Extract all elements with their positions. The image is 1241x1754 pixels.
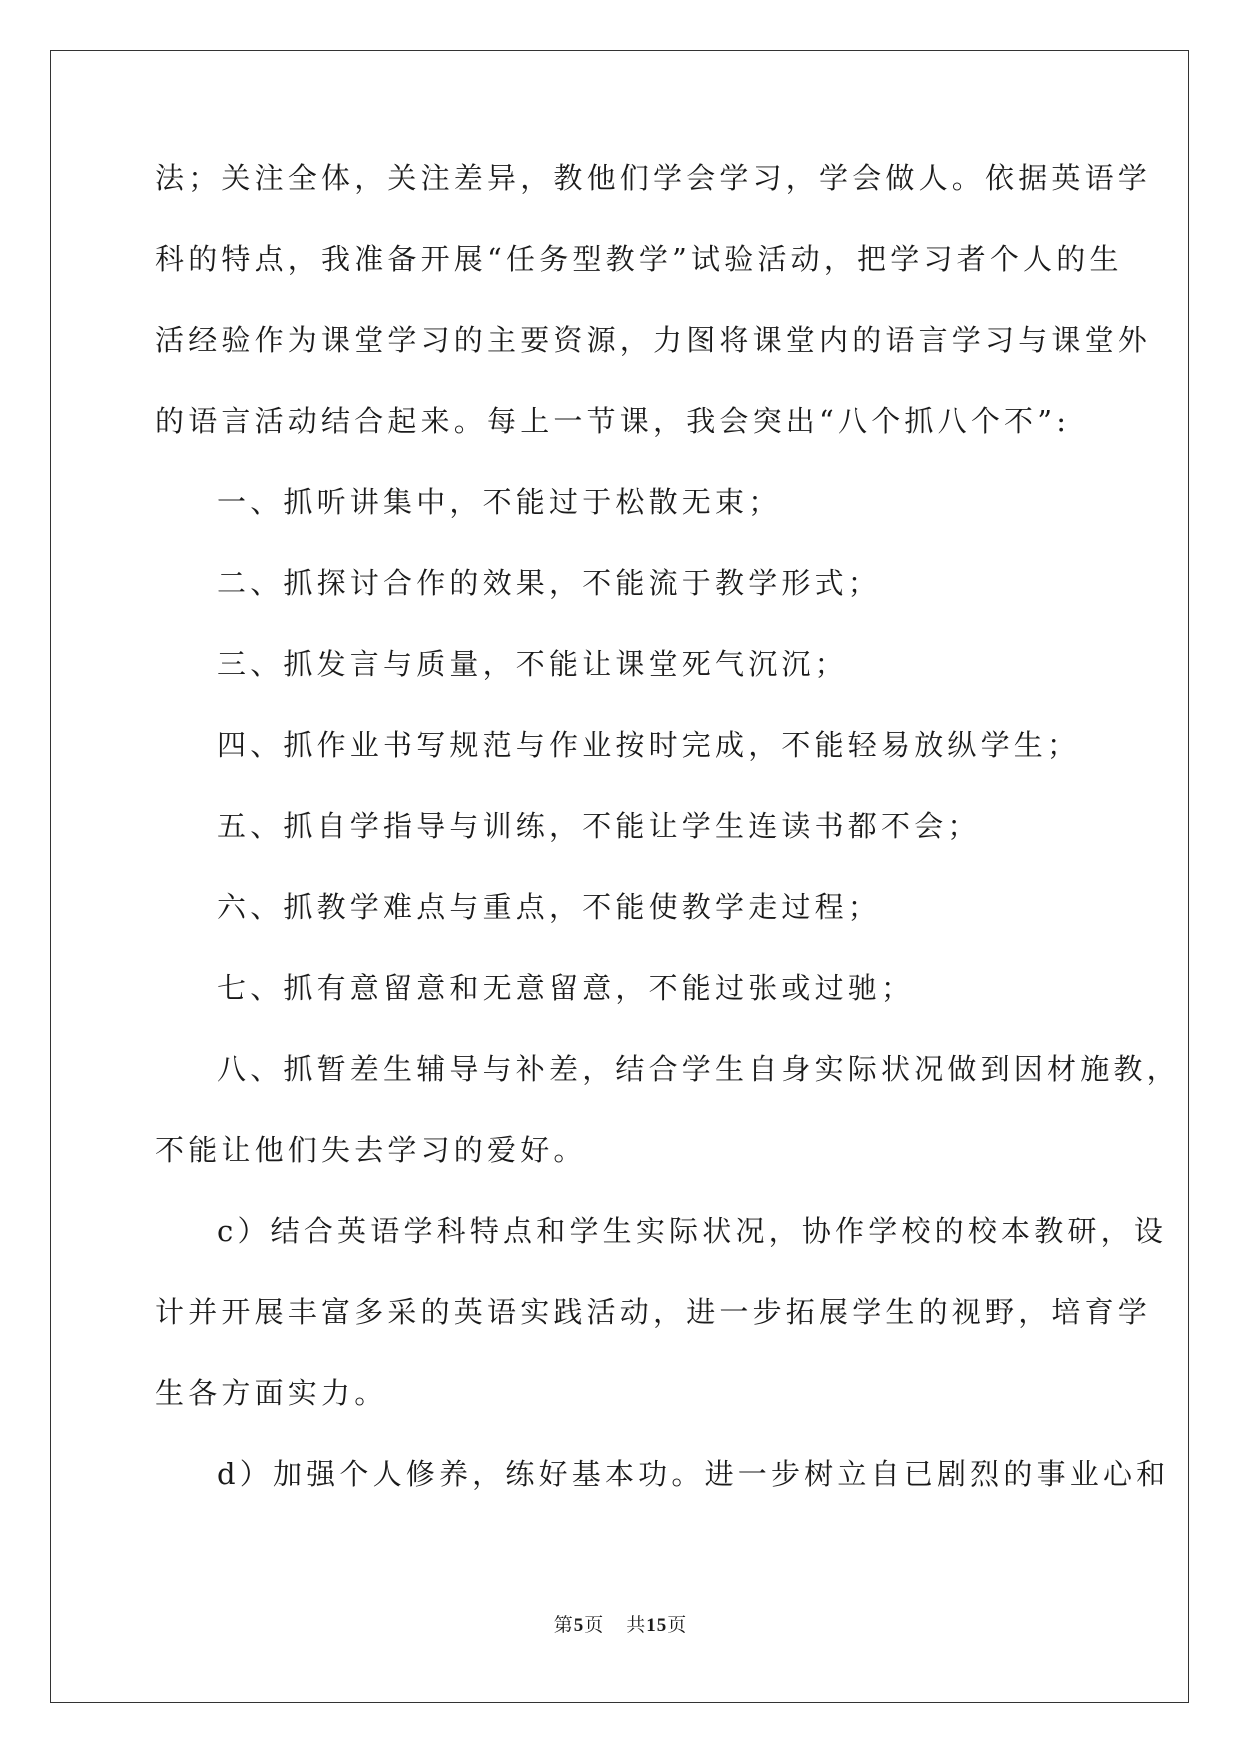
text-line: 不能让他们失去学习的爱好。 bbox=[155, 1133, 587, 1167]
list-item-6: 六、抓教学难点与重点，不能使教学走过程； bbox=[217, 890, 882, 924]
list-item-7: 七、抓有意留意和无意留意，不能过张或过驰； bbox=[217, 971, 915, 1005]
paragraph-c: c）结合英语学科特点和学生实际状况，协作学校的校本教研，设 bbox=[217, 1214, 1168, 1248]
document-body bbox=[155, 160, 1180, 1537]
text-line: 法；关注全体，关注差异，教他们学会学习，学会做人。依据英语学 bbox=[155, 161, 1152, 195]
page-footer bbox=[0, 1610, 1241, 1637]
total-prefix: 共 bbox=[626, 1614, 647, 1636]
text-line: 的语言活动结合起来。每上一节课，我会突出“八个抓八个不”: bbox=[155, 404, 1071, 438]
text-line: 科的特点，我准备开展“任务型教学”试验活动，把学习者个人的生 bbox=[155, 242, 1123, 276]
text-line: 活经验作为课堂学习的主要资源，力图将课堂内的语言学习与课堂外 bbox=[155, 323, 1152, 357]
list-item-1: 一、抓听讲集中，不能过于松散无束； bbox=[217, 485, 782, 519]
text-line: 生各方面实力。 bbox=[155, 1376, 388, 1410]
list-item-5: 五、抓自学指导与训练，不能让学生连读书都不会； bbox=[217, 809, 981, 843]
page-prefix: 第 bbox=[553, 1614, 574, 1636]
list-item-3: 三、抓发言与质量，不能让课堂死气沉沉； bbox=[217, 647, 848, 681]
list-item-2: 二、抓探讨合作的效果，不能流于教学形式； bbox=[217, 566, 882, 600]
text-line: 计并开展丰富多采的英语实践活动，进一步拓展学生的视野，培育学 bbox=[155, 1295, 1152, 1329]
total-suffix: 页 bbox=[667, 1614, 688, 1636]
list-item-4: 四、抓作业书写规范与作业按时完成，不能轻易放纵学生； bbox=[217, 728, 1081, 762]
page-suffix: 页 bbox=[584, 1614, 605, 1636]
paragraph-d: d）加强个人修养，练好基本功。进一步树立自已剧烈的事业心和 bbox=[217, 1457, 1170, 1491]
page-number: 5 bbox=[573, 1615, 585, 1636]
list-item-8: 八、抓暂差生辅导与补差，结合学生自身实际状况做到因材施教， bbox=[217, 1052, 1180, 1086]
page-total: 15 bbox=[646, 1615, 668, 1636]
